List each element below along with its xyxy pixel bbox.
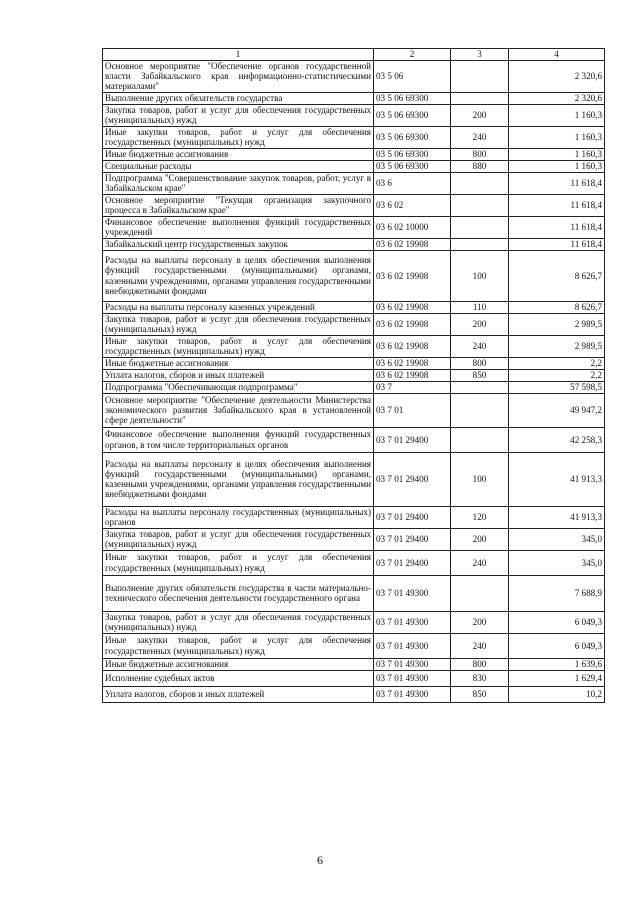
- row-vr-cell: 120: [451, 506, 509, 528]
- row-vr-cell: 240: [451, 335, 509, 357]
- row-code-cell: 03 6: [374, 172, 451, 194]
- row-code-cell: 03 6 02 19908: [374, 313, 451, 335]
- row-amount-cell: 2,2: [509, 369, 605, 381]
- row-name-cell: Подпрограмма "Обеспечивающая подпрограмма": [103, 381, 374, 393]
- row-amount-cell: 1 160,3: [509, 160, 605, 172]
- row-amount-cell: 8 626,7: [509, 301, 605, 313]
- table-row: [103, 427, 605, 452]
- table-row: [103, 301, 605, 313]
- table-row: [103, 506, 605, 528]
- row-name-cell: Финансовое обеспечение выполнения функций государственных органов, в том числе территориальных органов: [103, 427, 374, 452]
- table-row: [103, 160, 605, 172]
- row-name-cell: Расходы на выплаты персоналу государственных (муниципальных) органов: [103, 506, 374, 528]
- row-amount-cell: 11 618,4: [509, 194, 605, 216]
- table-row: [103, 250, 605, 301]
- row-code-cell: 03 7 01 29400: [374, 427, 451, 452]
- table-row: [103, 550, 605, 575]
- table-row: [103, 381, 605, 393]
- row-vr-cell: 850: [451, 369, 509, 381]
- table-row: [103, 369, 605, 381]
- header-col-3: 3: [451, 49, 509, 61]
- table-row: [103, 313, 605, 335]
- row-name-cell: Закупка товаров, работ и услуг для обеспечения государственных (муниципальных) нужд: [103, 528, 374, 550]
- row-amount-cell: 42 258,3: [509, 427, 605, 452]
- row-code-cell: 03 7 01 49300: [374, 611, 451, 633]
- row-name-cell: Иные бюджетные ассигнования: [103, 357, 374, 369]
- table-row: [103, 357, 605, 369]
- row-name-cell: Финансовое обеспечение выполнения функций государственных учреждений: [103, 216, 374, 238]
- row-vr-cell: 200: [451, 528, 509, 550]
- row-code-cell: 03 7 01: [374, 393, 451, 427]
- header-row: [103, 49, 605, 61]
- row-code-cell: 03 6 02 10000: [374, 216, 451, 238]
- row-vr-cell: [451, 427, 509, 452]
- row-vr-cell: 240: [451, 550, 509, 575]
- table-row: [103, 452, 605, 506]
- table-row: [103, 611, 605, 633]
- row-name-cell: Выполнение других обязательств государства в части материально-технического обеспечения деятельности государственного органа: [103, 575, 374, 611]
- row-code-cell: 03 5 06 69300: [374, 160, 451, 172]
- row-amount-cell: 1 639,6: [509, 658, 605, 670]
- row-amount-cell: 2 989,5: [509, 335, 605, 357]
- row-amount-cell: 10,2: [509, 686, 605, 702]
- row-code-cell: 03 6 02 19908: [374, 357, 451, 369]
- row-amount-cell: 1 160,3: [509, 126, 605, 148]
- row-name-cell: Расходы на выплаты персоналу казенных учреждений: [103, 301, 374, 313]
- row-name-cell: Уплата налогов, сборов и иных платежей: [103, 369, 374, 381]
- table-row: [103, 633, 605, 658]
- row-code-cell: 03 7 01 29400: [374, 506, 451, 528]
- row-code-cell: 03 7 01 49300: [374, 686, 451, 702]
- table-row: [103, 194, 605, 216]
- row-vr-cell: 100: [451, 250, 509, 301]
- row-name-cell: Основное мероприятие "Текущая организация закупочного процесса в Забайкальском крае": [103, 194, 374, 216]
- row-name-cell: Основное мероприятие "Обеспечение деятельности Министерства экономического развития Забайкальского края в установленной сфере деятельности": [103, 393, 374, 427]
- row-amount-cell: 2 320,6: [509, 92, 605, 104]
- row-vr-cell: [451, 238, 509, 250]
- row-name-cell: Иные закупки товаров, работ и услуг для обеспечения государственных (муниципальных) нужд: [103, 126, 374, 148]
- row-name-cell: Иные закупки товаров, работ и услуг для обеспечения государственных (муниципальных) нужд: [103, 550, 374, 575]
- row-amount-cell: 11 618,4: [509, 216, 605, 238]
- row-name-cell: Выполнение других обязательств государства: [103, 92, 374, 104]
- row-amount-cell: 49 947,2: [509, 393, 605, 427]
- row-name-cell: Иные закупки товаров, работ и услуг для обеспечения государственных (муниципальных) нужд: [103, 633, 374, 658]
- row-code-cell: 03 6 02 19908: [374, 335, 451, 357]
- row-name-cell: Специальные расходы: [103, 160, 374, 172]
- row-amount-cell: 1 160,3: [509, 148, 605, 160]
- row-name-cell: Основное мероприятие "Обеспечение органов государственной власти Забайкальского края информационно-статистическими материалами": [103, 61, 374, 93]
- row-name-cell: Иные бюджетные ассигнования: [103, 148, 374, 160]
- table-row: [103, 216, 605, 238]
- row-name-cell: Иные бюджетные ассигнования: [103, 658, 374, 670]
- table-row: [103, 92, 605, 104]
- row-code-cell: 03 7 01 49300: [374, 575, 451, 611]
- row-code-cell: 03 5 06 69300: [374, 148, 451, 160]
- row-code-cell: 03 6 02 19908: [374, 301, 451, 313]
- row-vr-cell: 830: [451, 670, 509, 686]
- row-code-cell: 03 7: [374, 381, 451, 393]
- row-amount-cell: 11 618,4: [509, 238, 605, 250]
- row-name-cell: Забайкальский центр государственных закупок: [103, 238, 374, 250]
- row-vr-cell: 110: [451, 301, 509, 313]
- table-row: [103, 335, 605, 357]
- row-vr-cell: 200: [451, 611, 509, 633]
- row-name-cell: Расходы на выплаты персоналу в целях обеспечения выполнения функций государственными (муниципальными) органами, казенными учреждениями, органами управления государственными внебюджетными фондами: [103, 250, 374, 301]
- table-row: [103, 61, 605, 93]
- row-code-cell: 03 6 02: [374, 194, 451, 216]
- row-amount-cell: 2 320,6: [509, 61, 605, 93]
- row-code-cell: 03 7 01 29400: [374, 550, 451, 575]
- row-amount-cell: 8 626,7: [509, 250, 605, 301]
- table-body: [103, 61, 605, 703]
- page-number: 6: [317, 853, 323, 867]
- row-vr-cell: 240: [451, 633, 509, 658]
- row-code-cell: 03 7 01 49300: [374, 670, 451, 686]
- header-col-1: 1: [103, 49, 374, 61]
- row-vr-cell: 800: [451, 658, 509, 670]
- table-row: [103, 670, 605, 686]
- row-amount-cell: 57 598,5: [509, 381, 605, 393]
- row-code-cell: 03 7 01 49300: [374, 633, 451, 658]
- row-vr-cell: [451, 575, 509, 611]
- row-vr-cell: 880: [451, 160, 509, 172]
- row-amount-cell: 345,0: [509, 528, 605, 550]
- row-vr-cell: [451, 393, 509, 427]
- row-vr-cell: 800: [451, 148, 509, 160]
- row-code-cell: 03 7 01 29400: [374, 452, 451, 506]
- row-amount-cell: 7 688,9: [509, 575, 605, 611]
- header-col-4: 4: [509, 49, 605, 61]
- row-name-cell: Закупка товаров, работ и услуг для обеспечения государственных (муниципальных) нужд: [103, 104, 374, 126]
- table-row: [103, 393, 605, 427]
- row-code-cell: 03 6 02 19908: [374, 238, 451, 250]
- row-vr-cell: [451, 172, 509, 194]
- row-vr-cell: [451, 216, 509, 238]
- row-vr-cell: [451, 381, 509, 393]
- row-code-cell: 03 5 06 69300: [374, 104, 451, 126]
- row-name-cell: Исполнение судебных актов: [103, 670, 374, 686]
- row-name-cell: Расходы на выплаты персоналу в целях обеспечения выполнения функций государственными (муниципальными) органами, казенными учреждениями, органами управления государственными внебюджетными фондами: [103, 452, 374, 506]
- row-code-cell: 03 6 02 19908: [374, 369, 451, 381]
- table-row: [103, 658, 605, 670]
- table-row: [103, 172, 605, 194]
- row-code-cell: 03 5 06 69300: [374, 92, 451, 104]
- row-code-cell: 03 5 06: [374, 61, 451, 93]
- row-vr-cell: 200: [451, 313, 509, 335]
- table-row: [103, 686, 605, 702]
- row-vr-cell: 200: [451, 104, 509, 126]
- table-row: [103, 148, 605, 160]
- budget-table: [102, 48, 605, 703]
- row-code-cell: 03 7 01 29400: [374, 528, 451, 550]
- row-name-cell: Закупка товаров, работ и услуг для обеспечения государственных (муниципальных) нужд: [103, 611, 374, 633]
- table-row: [103, 126, 605, 148]
- row-code-cell: 03 7 01 49300: [374, 658, 451, 670]
- row-amount-cell: 2 989,5: [509, 313, 605, 335]
- table-row: [103, 238, 605, 250]
- row-vr-cell: 800: [451, 357, 509, 369]
- header-col-2: 2: [374, 49, 451, 61]
- row-vr-cell: 240: [451, 126, 509, 148]
- row-amount-cell: 345,0: [509, 550, 605, 575]
- row-amount-cell: 1 160,3: [509, 104, 605, 126]
- row-code-cell: 03 5 06 69300: [374, 126, 451, 148]
- row-amount-cell: 2,2: [509, 357, 605, 369]
- row-amount-cell: 11 618,4: [509, 172, 605, 194]
- row-name-cell: Подпрограмма "Совершенствование закупок товаров, работ, услуг в Забайкальском крае": [103, 172, 374, 194]
- table-row: [103, 575, 605, 611]
- row-amount-cell: 41 913,3: [509, 506, 605, 528]
- row-vr-cell: [451, 61, 509, 93]
- row-amount-cell: 6 049,3: [509, 633, 605, 658]
- row-vr-cell: 100: [451, 452, 509, 506]
- row-amount-cell: 6 049,3: [509, 611, 605, 633]
- table-row: [103, 528, 605, 550]
- row-vr-cell: 850: [451, 686, 509, 702]
- row-amount-cell: 41 913,3: [509, 452, 605, 506]
- row-name-cell: Уплата налогов, сборов и иных платежей: [103, 686, 374, 702]
- row-name-cell: Закупка товаров, работ и услуг для обеспечения государственных (муниципальных) нужд: [103, 313, 374, 335]
- row-name-cell: Иные закупки товаров, работ и услуг для обеспечения государственных (муниципальных) нужд: [103, 335, 374, 357]
- row-code-cell: 03 6 02 19908: [374, 250, 451, 301]
- row-vr-cell: [451, 92, 509, 104]
- row-amount-cell: 1 629,4: [509, 670, 605, 686]
- row-vr-cell: [451, 194, 509, 216]
- table-row: [103, 104, 605, 126]
